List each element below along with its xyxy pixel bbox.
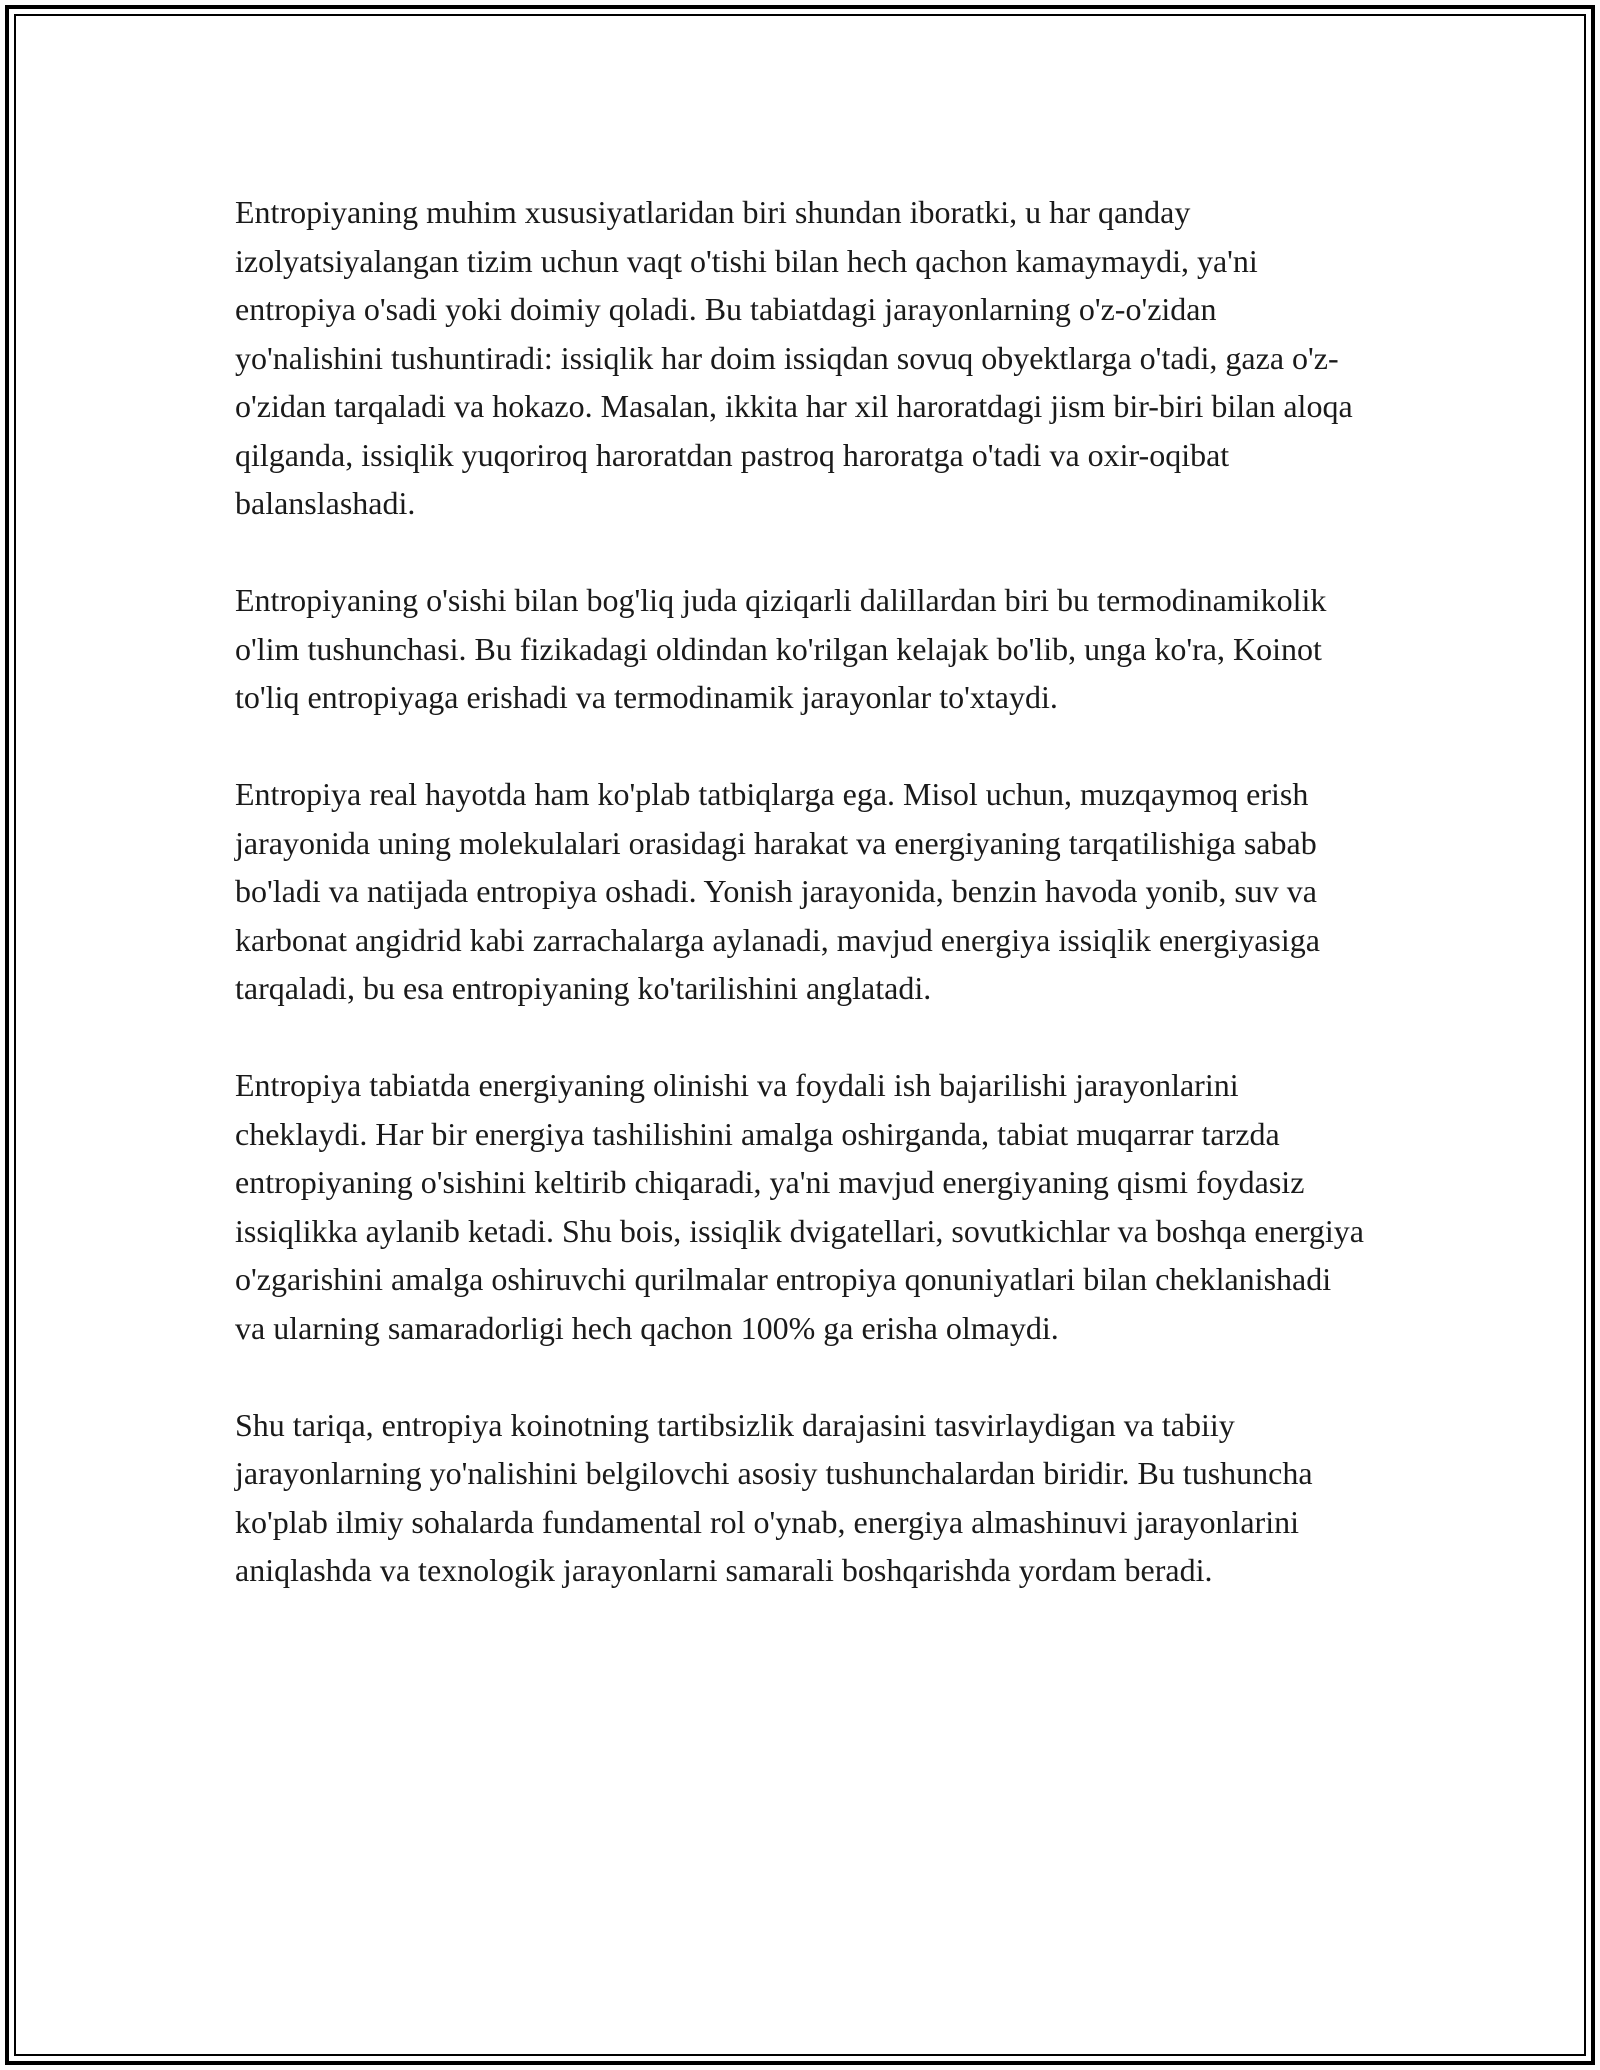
paragraph-3: Entropiya real hayotda ham ko'plab tatbiqlarga ega. Misol uchun, muzqaymoq erish jarayonida uning molekulalari orasidagi harakat va energiyaning tarqatilishiga sabab bo'ladi va natijada entropiya oshadi. Yonish jarayonida, benzin havoda yonib, suv va karbonat angidrid kabi zarrachalarga aylanadi, mavjud energiya issiqlik energiyasiga tarqaladi, bu esa entropiyaning ko'tarilishini anglatadi. (235, 776, 1320, 1006)
document-body (235, 188, 1365, 1643)
paragraph-2: Entropiyaning o'sishi bilan bog'liq juda qiziqarli dalillardan biri bu termodinamikolik o'lim tushunchasi. Bu fizikadagi oldindan ko'rilgan kelajak bo'lib, unga ko'ra, Koinot to'liq entropiyaga erishadi va termodinamik jarayonlar to'xtaydi. (235, 582, 1327, 715)
paragraph-5: Shu tariqa, entropiya koinotning tartibsizlik darajasini tasvirlaydigan va tabiiy jarayonlarning yo'nalishini belgilovchi asosiy tushunchalardan biridir. Bu tushuncha ko'plab ilmiy sohalarda fundamental rol o'ynab, energiya almashinuvi jarayonlarini aniqlashda va texnologik jarayonlarni samarali boshqarishda yordam beradi. (235, 1406, 1313, 1588)
paragraph-1: Entropiyaning muhim xususiyatlaridan biri shundan iboratki, u har qanday izolyatsiyalangan tizim uchun vaqt o'tishi bilan hech qachon kamaymaydi, ya'ni entropiya o'sadi yoki doimiy qoladi. Bu tabiatdagi jarayonlarning o'z-o'zidan yo'nalishini tushuntiradi: issiqlik har doim issiqdan sovuq obyektlarga o'tadi, gaza o'z-o'zidan tarqaladi va hokazo. Masalan, ikkita har xil haroratdagi jism bir-biri bilan aloqa qilganda, issiqlik yuqoriroq haroratdan pastroq haroratga o'tadi va oxir-oqibat balanslashadi. (235, 194, 1353, 521)
paragraph-4: Entropiya tabiatda energiyaning olinishi va foydali ish bajarilishi jarayonlarini cheklaydi. Har bir energiya tashilishini amalga oshirganda, tabiat muqarrar tarzda entropiyaning o'sishini keltirib chiqaradi, ya'ni mavjud energiyaning qismi foydasiz issiqlikka aylanib ketadi. Shu bois, issiqlik dvigatellari, sovutkichlar va boshqa energiya o'zgarishini amalga oshiruvchi qurilmalar entropiya qonuniyatlari bilan cheklanishadi va ularning samaradorligi hech qachon 100% ga erisha olmaydi. (235, 1067, 1364, 1346)
